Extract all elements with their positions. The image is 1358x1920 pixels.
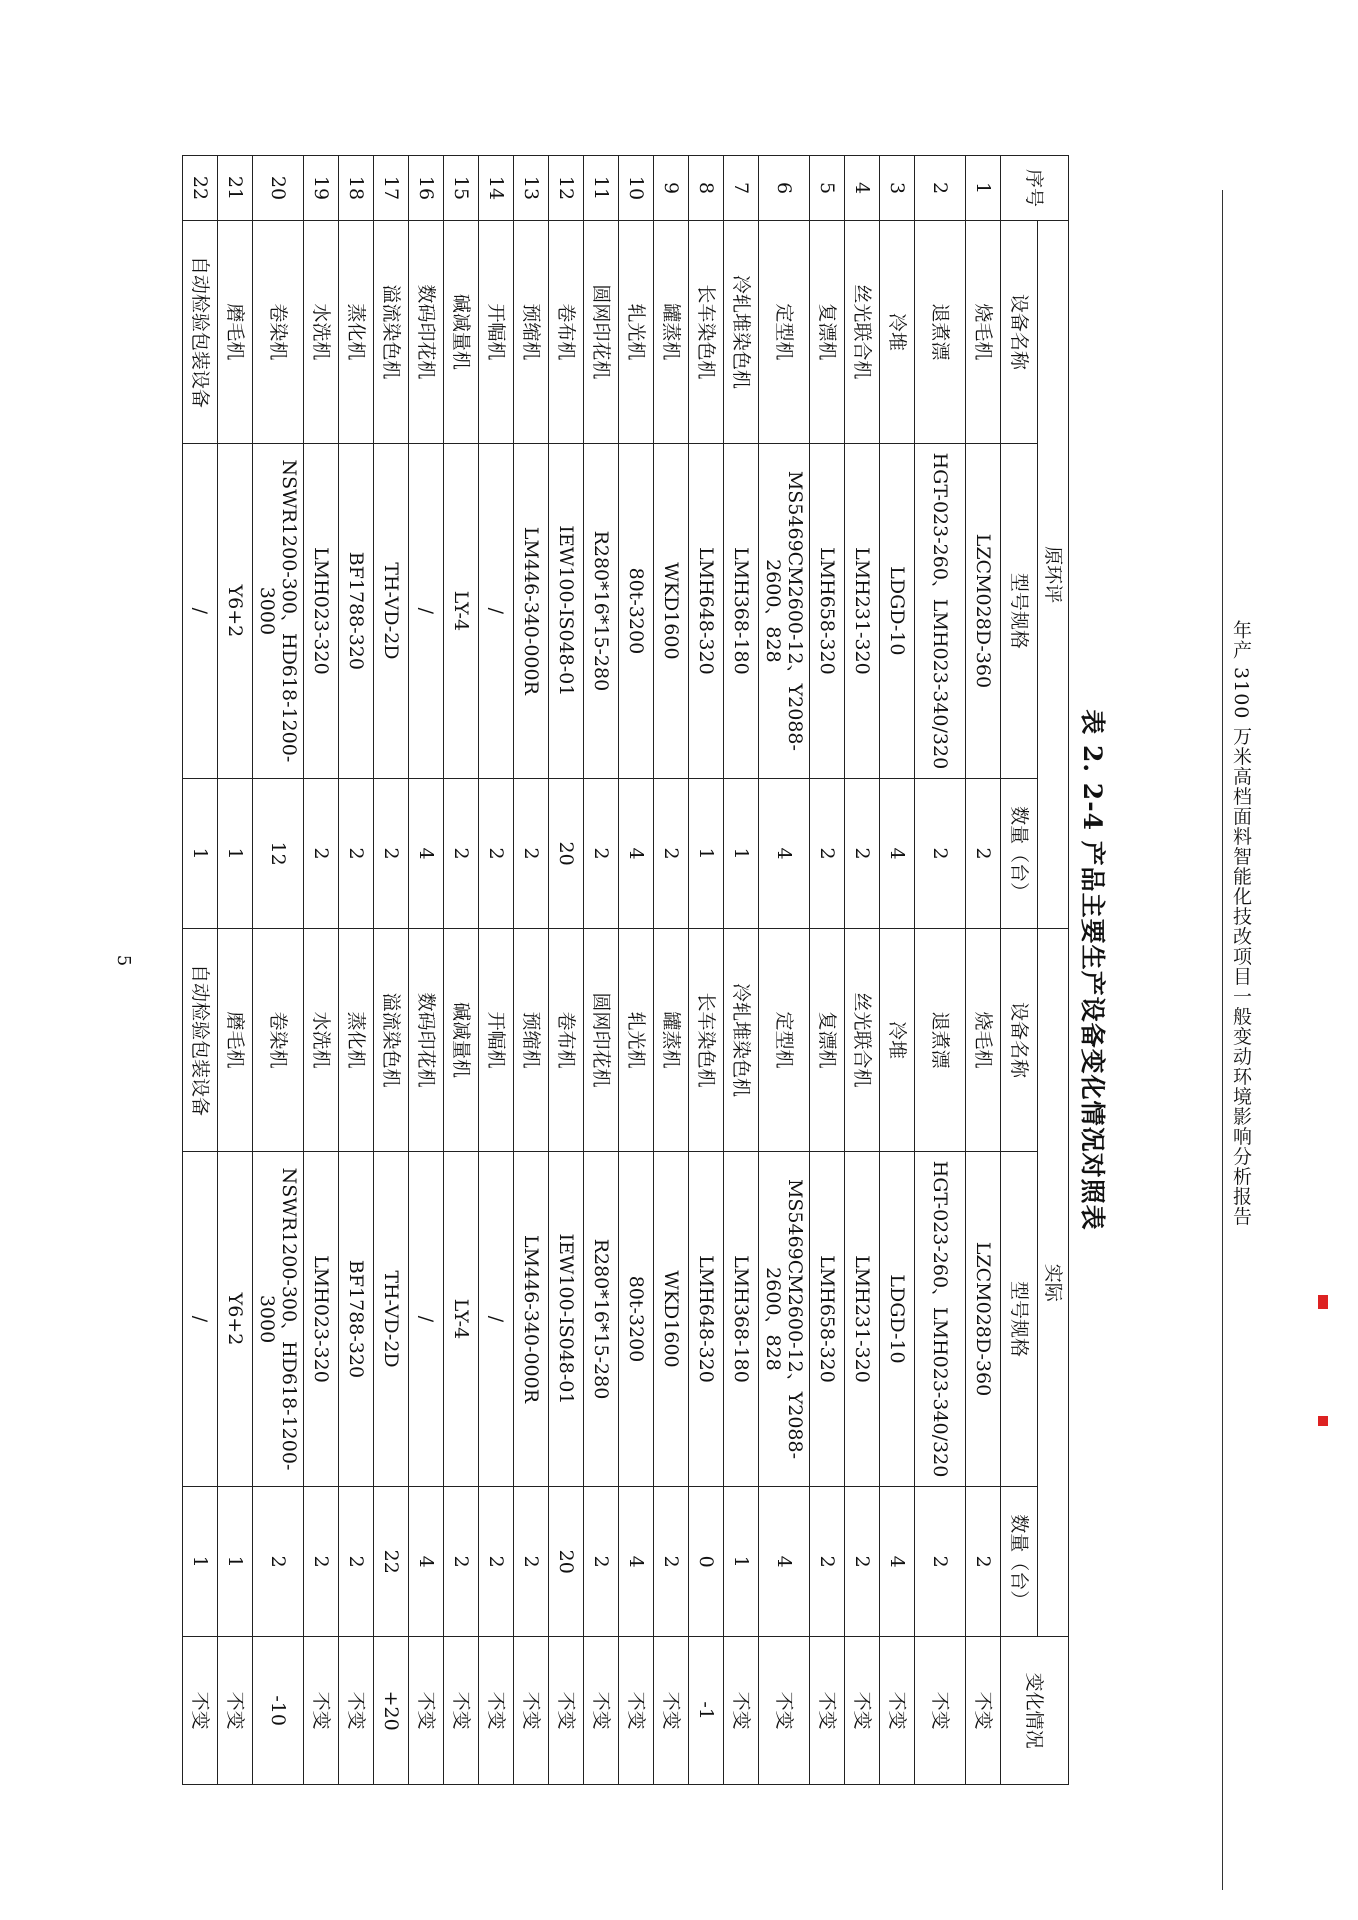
- cell-name: 自动检验包装设备: [183, 221, 218, 444]
- cell-actual-qty: 2: [304, 1487, 339, 1637]
- header-change: 变化情况: [1001, 1637, 1069, 1785]
- cell-model: MS5469CM2600-12、Y2088-2600、828: [759, 443, 810, 778]
- cell-seq: 6: [759, 156, 810, 221]
- cell-change: 不变: [810, 1637, 845, 1785]
- header-model-actual: 型号规格: [1001, 1151, 1038, 1486]
- cell-name: 磨毛机: [218, 221, 253, 444]
- table-row: [444, 156, 479, 1785]
- table-row: [654, 156, 689, 1785]
- cell-actual-qty: 2: [845, 1487, 880, 1637]
- cell-qty: 20: [549, 779, 584, 929]
- table-row: [253, 156, 304, 1785]
- cell-name: 水洗机: [304, 221, 339, 444]
- cell-change: 不变: [514, 1637, 549, 1785]
- header-model-original: 型号规格: [1001, 443, 1038, 778]
- cell-seq: 17: [374, 156, 409, 221]
- cell-actual-model: HGT-023-260、LMH023-340/320: [915, 1151, 966, 1486]
- cell-model: TH-VD-2D: [374, 443, 409, 778]
- header-name-actual: 设备名称: [1001, 929, 1038, 1152]
- cell-actual-model: LY-4: [444, 1151, 479, 1486]
- cell-seq: 16: [409, 156, 444, 221]
- cell-name: 烧毛机: [966, 221, 1001, 444]
- cell-change: -10: [253, 1637, 304, 1785]
- cell-actual-qty: 1: [183, 1487, 218, 1637]
- cell-change: 不变: [304, 1637, 339, 1785]
- cell-model: LMH648-320: [689, 443, 724, 778]
- cell-actual-model: /: [183, 1151, 218, 1486]
- cell-model: NSWR1200-300、HD618-1200-3000: [253, 443, 304, 778]
- cell-qty: 4: [619, 779, 654, 929]
- cell-name: 冷堆: [880, 221, 915, 444]
- cell-actual-qty: 2: [654, 1487, 689, 1637]
- cell-name: 预缩机: [514, 221, 549, 444]
- cell-change: 不变: [966, 1637, 1001, 1785]
- cell-actual-name: 罐蒸机: [654, 929, 689, 1152]
- cell-actual-qty: 4: [880, 1487, 915, 1637]
- cell-actual-qty: 2: [479, 1487, 514, 1637]
- cell-seq: 1: [966, 156, 1001, 221]
- header-actual-group: 实际: [1038, 929, 1069, 1637]
- cell-actual-qty: 0: [689, 1487, 724, 1637]
- cell-change: 不变: [218, 1637, 253, 1785]
- column-header-row: [1001, 156, 1038, 1785]
- cell-actual-qty: 20: [549, 1487, 584, 1637]
- cell-actual-model: WKD1600: [654, 1151, 689, 1486]
- cell-model: R280*16*15-280: [584, 443, 619, 778]
- cell-actual-qty: 2: [339, 1487, 374, 1637]
- cell-change: 不变: [759, 1637, 810, 1785]
- equipment-comparison-table: [182, 155, 1069, 1785]
- table-row: [689, 156, 724, 1785]
- cell-qty: 2: [339, 779, 374, 929]
- cell-seq: 11: [584, 156, 619, 221]
- cell-actual-name: 碱减量机: [444, 929, 479, 1152]
- rotated-table-area: [189, 155, 1115, 1785]
- cell-actual-name: 冷堆: [880, 929, 915, 1152]
- cell-model: 80t-3200: [619, 443, 654, 778]
- cell-actual-name: 定型机: [759, 929, 810, 1152]
- cell-change: 不变: [880, 1637, 915, 1785]
- cell-model: IEW100-IS048-01: [549, 443, 584, 778]
- cell-name: 卷布机: [549, 221, 584, 444]
- cell-actual-name: 自动检验包装设备: [183, 929, 218, 1152]
- cell-model: HGT-023-260、LMH023-340/320: [915, 443, 966, 778]
- cell-qty: 4: [409, 779, 444, 929]
- cell-name: 卷染机: [253, 221, 304, 444]
- cell-seq: 21: [218, 156, 253, 221]
- cell-actual-model: LMH658-320: [810, 1151, 845, 1486]
- cell-model: /: [409, 443, 444, 778]
- cell-qty: 2: [810, 779, 845, 929]
- table-row: [549, 156, 584, 1785]
- cell-model: LMH658-320: [810, 443, 845, 778]
- cell-seq: 4: [845, 156, 880, 221]
- cell-seq: 18: [339, 156, 374, 221]
- table-row: [759, 156, 810, 1785]
- cell-actual-model: IEW100-IS048-01: [549, 1151, 584, 1486]
- cell-qty: 2: [845, 779, 880, 929]
- cell-actual-model: MS5469CM2600-12、Y2088-2600、828: [759, 1151, 810, 1486]
- cell-qty: 2: [654, 779, 689, 929]
- cell-seq: 15: [444, 156, 479, 221]
- cell-actual-name: 开幅机: [479, 929, 514, 1152]
- cell-actual-name: 磨毛机: [218, 929, 253, 1152]
- running-header: 年产 3100 万米高档面料智能化技改项目一般变动环境影响分析报告: [1230, 620, 1252, 1227]
- cell-change: +20: [374, 1637, 409, 1785]
- cell-model: LMH023-320: [304, 443, 339, 778]
- header-original-group: 原环评: [1038, 221, 1069, 929]
- table-row: [479, 156, 514, 1785]
- cell-change: 不变: [654, 1637, 689, 1785]
- cell-model: LMH368-180: [724, 443, 759, 778]
- cell-change: 不变: [339, 1637, 374, 1785]
- table-row: [514, 156, 549, 1785]
- red-mark-bottom: [1318, 1416, 1328, 1426]
- cell-name: 圆网印花机: [584, 221, 619, 444]
- cell-actual-name: 卷布机: [549, 929, 584, 1152]
- cell-seq: 5: [810, 156, 845, 221]
- group-header-row: [1038, 156, 1069, 1785]
- cell-name: 退煮漂: [915, 221, 966, 444]
- cell-actual-qty: 2: [514, 1487, 549, 1637]
- table-row: [619, 156, 654, 1785]
- table-row: [183, 156, 218, 1785]
- header-rule: [1222, 190, 1223, 1890]
- table-row: [409, 156, 444, 1785]
- cell-actual-model: TH-VD-2D: [374, 1151, 409, 1486]
- table-row: [304, 156, 339, 1785]
- cell-model: /: [183, 443, 218, 778]
- cell-model: LDGD-10: [880, 443, 915, 778]
- cell-actual-qty: 22: [374, 1487, 409, 1637]
- cell-change: 不变: [479, 1637, 514, 1785]
- cell-change: 不变: [845, 1637, 880, 1785]
- cell-actual-qty: 4: [619, 1487, 654, 1637]
- cell-change: 不变: [724, 1637, 759, 1785]
- table-row: [966, 156, 1001, 1785]
- header-seq: 序号: [1001, 156, 1069, 221]
- cell-actual-qty: 2: [810, 1487, 845, 1637]
- cell-actual-model: R280*16*15-280: [584, 1151, 619, 1486]
- cell-seq: 10: [619, 156, 654, 221]
- cell-qty: 2: [966, 779, 1001, 929]
- cell-name: 轧光机: [619, 221, 654, 444]
- table-row: [880, 156, 915, 1785]
- cell-qty: 4: [759, 779, 810, 929]
- cell-change: 不变: [619, 1637, 654, 1785]
- cell-actual-model: LMH023-320: [304, 1151, 339, 1486]
- header-name-original: 设备名称: [1001, 221, 1038, 444]
- cell-actual-model: BF1788-320: [339, 1151, 374, 1486]
- cell-name: 碱减量机: [444, 221, 479, 444]
- cell-change: -1: [689, 1637, 724, 1785]
- cell-actual-name: 蒸化机: [339, 929, 374, 1152]
- cell-actual-qty: 2: [966, 1487, 1001, 1637]
- cell-qty: 1: [218, 779, 253, 929]
- cell-actual-model: LMH368-180: [724, 1151, 759, 1486]
- cell-qty: 1: [183, 779, 218, 929]
- cell-actual-name: 轧光机: [619, 929, 654, 1152]
- cell-seq: 2: [915, 156, 966, 221]
- cell-qty: 1: [724, 779, 759, 929]
- table-row: [724, 156, 759, 1785]
- page-number: 5: [113, 954, 135, 967]
- cell-change: 不变: [549, 1637, 584, 1785]
- header-qty-original: 数量（台）: [1001, 779, 1038, 929]
- table-row: [915, 156, 966, 1785]
- cell-seq: 12: [549, 156, 584, 221]
- cell-name: 丝光联合机: [845, 221, 880, 444]
- cell-actual-qty: 2: [444, 1487, 479, 1637]
- cell-name: 开幅机: [479, 221, 514, 444]
- cell-actual-model: LMH231-320: [845, 1151, 880, 1486]
- cell-qty: 2: [584, 779, 619, 929]
- header-qty-actual: 数量（台）: [1001, 1487, 1038, 1637]
- table-row: [374, 156, 409, 1785]
- cell-actual-name: 溢流染色机: [374, 929, 409, 1152]
- cell-seq: 3: [880, 156, 915, 221]
- cell-actual-qty: 1: [724, 1487, 759, 1637]
- cell-seq: 8: [689, 156, 724, 221]
- cell-seq: 7: [724, 156, 759, 221]
- cell-actual-model: /: [409, 1151, 444, 1486]
- cell-actual-name: 烧毛机: [966, 929, 1001, 1152]
- cell-name: 罐蒸机: [654, 221, 689, 444]
- cell-change: 不变: [915, 1637, 966, 1785]
- cell-actual-name: 丝光联合机: [845, 929, 880, 1152]
- cell-name: 数码印花机: [409, 221, 444, 444]
- cell-actual-name: 圆网印花机: [584, 929, 619, 1152]
- cell-model: /: [479, 443, 514, 778]
- cell-qty: 2: [444, 779, 479, 929]
- table-row: [218, 156, 253, 1785]
- cell-name: 复漂机: [810, 221, 845, 444]
- cell-qty: 2: [514, 779, 549, 929]
- cell-seq: 22: [183, 156, 218, 221]
- cell-actual-qty: 1: [218, 1487, 253, 1637]
- cell-model: Y6+2: [218, 443, 253, 778]
- cell-name: 长车染色机: [689, 221, 724, 444]
- cell-actual-name: 数码印花机: [409, 929, 444, 1152]
- cell-name: 蒸化机: [339, 221, 374, 444]
- cell-seq: 14: [479, 156, 514, 221]
- cell-actual-model: 80t-3200: [619, 1151, 654, 1486]
- cell-model: LM446-340-000R: [514, 443, 549, 778]
- cell-qty: 2: [479, 779, 514, 929]
- table-row: [584, 156, 619, 1785]
- cell-actual-model: Y6+2: [218, 1151, 253, 1486]
- cell-actual-name: 长车染色机: [689, 929, 724, 1152]
- table-row: [845, 156, 880, 1785]
- cell-actual-model: LZCM028D-360: [966, 1151, 1001, 1486]
- cell-actual-name: 水洗机: [304, 929, 339, 1152]
- cell-qty: 4: [880, 779, 915, 929]
- cell-seq: 20: [253, 156, 304, 221]
- cell-actual-model: LMH648-320: [689, 1151, 724, 1486]
- cell-actual-name: 预缩机: [514, 929, 549, 1152]
- cell-qty: 2: [374, 779, 409, 929]
- cell-actual-qty: 4: [759, 1487, 810, 1637]
- cell-actual-model: NSWR1200-300、HD618-1200-3000: [253, 1151, 304, 1486]
- cell-model: LY-4: [444, 443, 479, 778]
- cell-actual-model: LM446-340-000R: [514, 1151, 549, 1486]
- cell-qty: 12: [253, 779, 304, 929]
- cell-model: BF1788-320: [339, 443, 374, 778]
- cell-qty: 1: [689, 779, 724, 929]
- cell-change: 不变: [183, 1637, 218, 1785]
- cell-actual-qty: 2: [584, 1487, 619, 1637]
- cell-change: 不变: [409, 1637, 444, 1785]
- cell-change: 不变: [444, 1637, 479, 1785]
- cell-seq: 19: [304, 156, 339, 221]
- cell-actual-model: /: [479, 1151, 514, 1486]
- cell-model: LMH231-320: [845, 443, 880, 778]
- cell-actual-qty: 2: [915, 1487, 966, 1637]
- table-title: 表 2. 2-4 产品主要生产设备变化情况对照表: [1078, 709, 1107, 1231]
- cell-model: WKD1600: [654, 443, 689, 778]
- cell-actual-model: LDGD-10: [880, 1151, 915, 1486]
- cell-name: 溢流染色机: [374, 221, 409, 444]
- table-row: [810, 156, 845, 1785]
- cell-seq: 13: [514, 156, 549, 221]
- cell-name: 冷轧堆染色机: [724, 221, 759, 444]
- cell-actual-name: 卷染机: [253, 929, 304, 1152]
- cell-actual-qty: 2: [253, 1487, 304, 1637]
- cell-model: LZCM028D-360: [966, 443, 1001, 778]
- cell-actual-name: 复漂机: [810, 929, 845, 1152]
- cell-seq: 9: [654, 156, 689, 221]
- cell-name: 定型机: [759, 221, 810, 444]
- cell-actual-qty: 4: [409, 1487, 444, 1637]
- cell-qty: 2: [304, 779, 339, 929]
- cell-actual-name: 冷轧堆染色机: [724, 929, 759, 1152]
- cell-qty: 2: [915, 779, 966, 929]
- red-mark-top: [1318, 1295, 1328, 1309]
- cell-change: 不变: [584, 1637, 619, 1785]
- cell-actual-name: 退煮漂: [915, 929, 966, 1152]
- table-row: [339, 156, 374, 1785]
